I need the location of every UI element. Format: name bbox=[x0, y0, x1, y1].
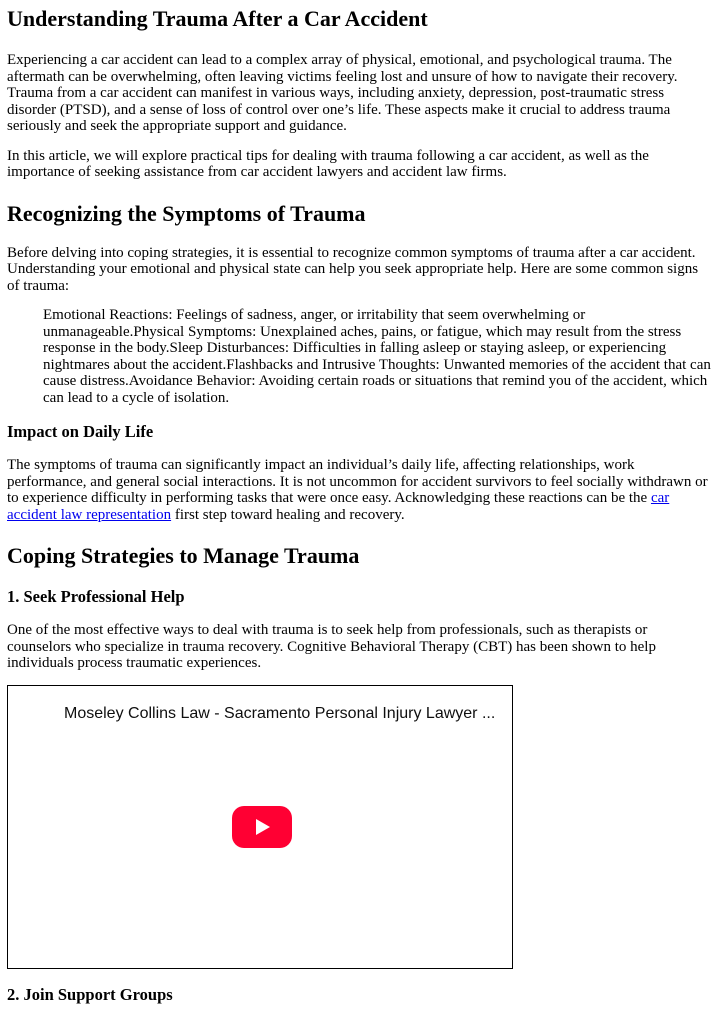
seek-help-heading: 1. Seek Professional Help bbox=[7, 587, 185, 606]
article-title: Understanding Trauma After a Car Accident bbox=[7, 6, 428, 31]
seek-help-paragraph: One of the most effective ways to deal with trauma is to seek help from professionals, such as therapists or counselors who specialize in trauma recovery. Cognitive Behavioral Therapy (CBT) has been shown to help individuals process traumatic experiences. bbox=[7, 622, 656, 671]
video-title[interactable]: Moseley Collins Law - Sacramento Personal Injury Lawyer ... bbox=[64, 704, 496, 722]
play-icon bbox=[256, 819, 270, 835]
car-accident-law-link[interactable]: car accident law representation bbox=[7, 490, 670, 523]
symptoms-list: Emotional Reactions: Feelings of sadness, anger, or irritability that seem overwhelming or unmanageable.Physical Symptoms: Unexplained aches, pains, or fatigue, which may result from the stress response in the body.Sleep Disturbances: Difficulties in falling asleep or staying asleep, or experiencing nightmares about the accident.Flashbacks and Intrusive Thoughts: Unwanted memories of the accident that can cause distress.Avoidance Behavior: Avoiding certain roads or situations that remind you of the accident, which can lead to a cycle of isolation. bbox=[43, 307, 711, 406]
impact-text-before: The symptoms of trauma can significantly impact an individual’s daily life, affecting relationships, work performance, and general social interactions. It is not uncommon for accident survivors to feel socially withdrawn or to experience difficulty in performing tasks that were once easy. Acknowledging these reactions can be the bbox=[7, 457, 708, 506]
symptoms-heading: Recognizing the Symptoms of Trauma bbox=[7, 200, 366, 226]
impact-heading: Impact on Daily Life bbox=[7, 422, 154, 441]
play-button[interactable] bbox=[232, 806, 292, 848]
coping-heading: Coping Strategies to Manage Trauma bbox=[7, 543, 360, 568]
intro-paragraph-2: In this article, we will explore practical tips for dealing with trauma following a car accident, as well as the importance of seeking assistance from car accident lawyers and accident law firms. bbox=[7, 147, 649, 180]
support-groups-heading: 2. Join Support Groups bbox=[7, 984, 173, 1004]
symptoms-intro: Before delving into coping strategies, it is essential to recognize common symptoms of trauma after a car accident. Understanding your emotional and physical state can help you seek appropriate help. Here are some common signs of trauma: bbox=[7, 244, 699, 294]
video-embed[interactable] bbox=[7, 685, 513, 969]
impact-text-after: first step toward healing and recovery. bbox=[171, 506, 405, 523]
article bbox=[0, 6, 720, 1004]
impact-paragraph bbox=[7, 457, 713, 523]
intro-paragraph-1: Experiencing a car accident can lead to a complex array of physical, emotional, and psychological trauma. The aftermath can be overwhelming, often leaving victims feeling lost and unsure of how to navigate their recovery. Trauma from a car accident can manifest in various ways, including anxiety, depression, post-traumatic stress disorder (PTSD), and a sense of loss of control over one’s life. These aspects make it crucial to address trauma seriously and seek the appropriate support and guidance. bbox=[7, 52, 678, 134]
